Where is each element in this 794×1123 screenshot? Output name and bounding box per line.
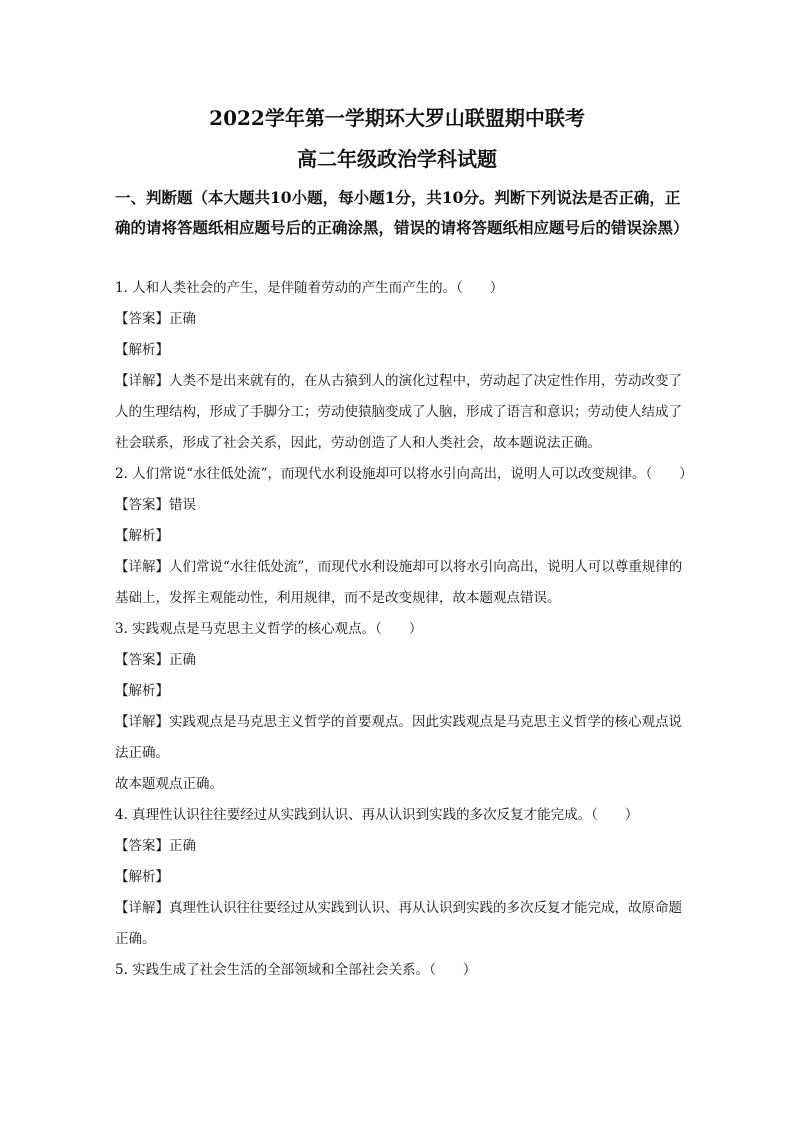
answer-row xyxy=(115,645,690,676)
answer-row xyxy=(115,304,690,335)
answer-label: 【答案】 xyxy=(115,311,169,327)
question-stem: 4. 真理性认识往往要经过从实践到认识、再从认识到实践的多次反复才能完成。（ ） xyxy=(115,807,639,823)
answer-value: 正确 xyxy=(169,652,196,668)
exam-subtitle: 高二年级政治学科试题 xyxy=(297,147,497,171)
detail-text: 实践观点是马克思主义哲学的首要观点。因此实践观点是马克思主义哲学的核心观点说法正确。 xyxy=(115,714,682,761)
detail-text: 人们常说“水往低处流”，而现代水利设施却可以将水引向高出，说明人可以尊重规律的基础上，发挥主观能动性，利用规律，而不是改变规律，故本题观点错误。 xyxy=(115,559,683,606)
answer-label: 【答案】 xyxy=(115,497,169,513)
detail-label: 【详解】 xyxy=(115,373,169,389)
exam-title: 2022学年第一学期环大罗山联盟期中联考 xyxy=(209,106,585,130)
detail-row xyxy=(115,552,690,614)
analysis-label: 【解析】 xyxy=(115,683,169,699)
answer-label: 【答案】 xyxy=(115,652,169,668)
detail-label: 【详解】 xyxy=(115,900,169,916)
detail-label: 【详解】 xyxy=(115,714,169,730)
detail-conclusion: 故本题观点正确。 xyxy=(115,776,223,792)
analysis-label: 【解析】 xyxy=(115,869,169,885)
question-stem: 5. 实践生成了社会生活的全部领域和全部社会关系。（ ） xyxy=(115,962,477,978)
question-stem: 3. 实践观点是马克思主义哲学的核心观点。（ ） xyxy=(115,621,423,637)
analysis-label: 【解析】 xyxy=(115,528,169,544)
section-heading: 一、判断题（本大题共10小题，每小题1分，共10分。判断下列说法是否正确，正确的请将答题纸相应题号后的正确涂黑，错误的请将答题纸相应题号后的错误涂黑） xyxy=(115,188,689,237)
answer-label: 【答案】 xyxy=(115,838,169,854)
detail-label: 【详解】 xyxy=(115,559,169,575)
answer-row xyxy=(115,490,690,521)
question-list xyxy=(115,273,693,986)
answer-value: 错误 xyxy=(169,497,196,513)
answer-row xyxy=(115,831,690,862)
answer-value: 正确 xyxy=(169,838,196,854)
detail-text: 真理性认识往往要经过从实践到认识、再从认识到实践的多次反复才能完成，故原命题正确。 xyxy=(115,900,682,947)
detail-text: 人类不是出来就有的，在从古猿到人的演化过程中，劳动起了决定性作用，劳动改变了人的生理结构，形成了手脚分工；劳动使猿脑变成了人脑，形成了语言和意识；劳动使人结成了社会联系，形成了社会关系，因此，劳动创造了人和人类社会，故本题说法正确。 xyxy=(115,373,682,451)
analysis-label: 【解析】 xyxy=(115,342,169,358)
detail-row xyxy=(115,893,690,955)
question-stem: 2. 人们常说“水往低处流”，而现代水利设施却可以将水引向高出，说明人可以改变规律。（ ） xyxy=(115,466,693,482)
answer-value: 正确 xyxy=(169,311,196,327)
question-stem: 1. 人和人类社会的产生，是伴随着劳动的产生而产生的。（ ） xyxy=(115,280,504,296)
detail-row xyxy=(115,707,690,769)
detail-row xyxy=(115,366,690,459)
